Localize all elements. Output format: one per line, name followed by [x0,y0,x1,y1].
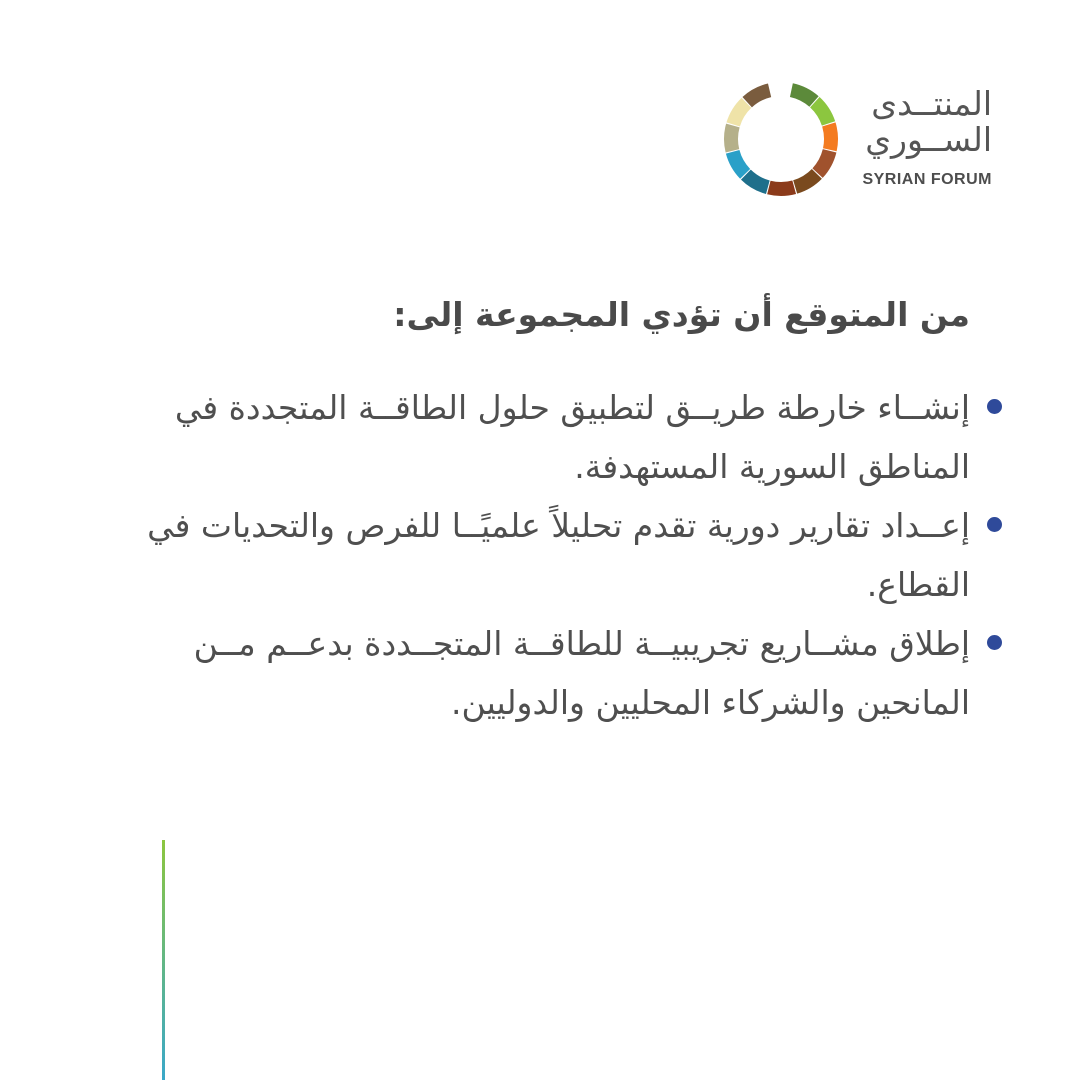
logo-name-en: SYRIAN FORUM [862,171,992,188]
logo-name-ar-line1: المنتــدى [871,84,992,123]
logo-ring-segment [731,125,733,150]
bullet-icon [987,635,1002,650]
main-content [95,290,970,732]
bullet-icon [987,517,1002,532]
bullet-icon [987,399,1002,414]
logo-ring-segment [791,90,814,101]
logo-ring-segment [818,151,830,173]
logo-ring-segment [747,90,769,102]
logo-ring-segment [746,175,768,188]
list-item-text: إنشــاء خارطة طريــق لتطبيق حلول الطاقــة المتجددة في المناطق السورية المستهدفة. [174,388,970,486]
list-item-text: إطلاق مشــاريع تجريبيــة للطاقــة المتجــددة بدعــم مــن المانحين والشركاء المحليين والدوليين. [193,624,970,722]
list-item [95,496,970,614]
logo-ring-segment [733,152,745,174]
logo-name-ar-line2: الســوري [865,120,992,159]
logo-ring-segment [829,124,831,149]
page-heading: من المتوقع أن تؤدي المجموعة إلى: [393,295,970,334]
accent-line [162,840,165,1080]
logo-ring-segment [769,187,794,189]
logo-ring-segment [815,102,829,123]
logo-ring-icon [722,80,840,198]
logo-text [850,86,992,190]
list-item-text: إعــداد تقارير دورية تقدم تحليلاً علميًــا للفرص والتحديات في القطاع. [147,506,970,604]
outcomes-list [95,378,970,732]
logo-ring-segment [733,103,746,125]
syrian-forum-logo [722,80,992,200]
list-item [95,378,970,496]
logo-ring-segment [795,174,817,187]
list-item [95,614,970,732]
